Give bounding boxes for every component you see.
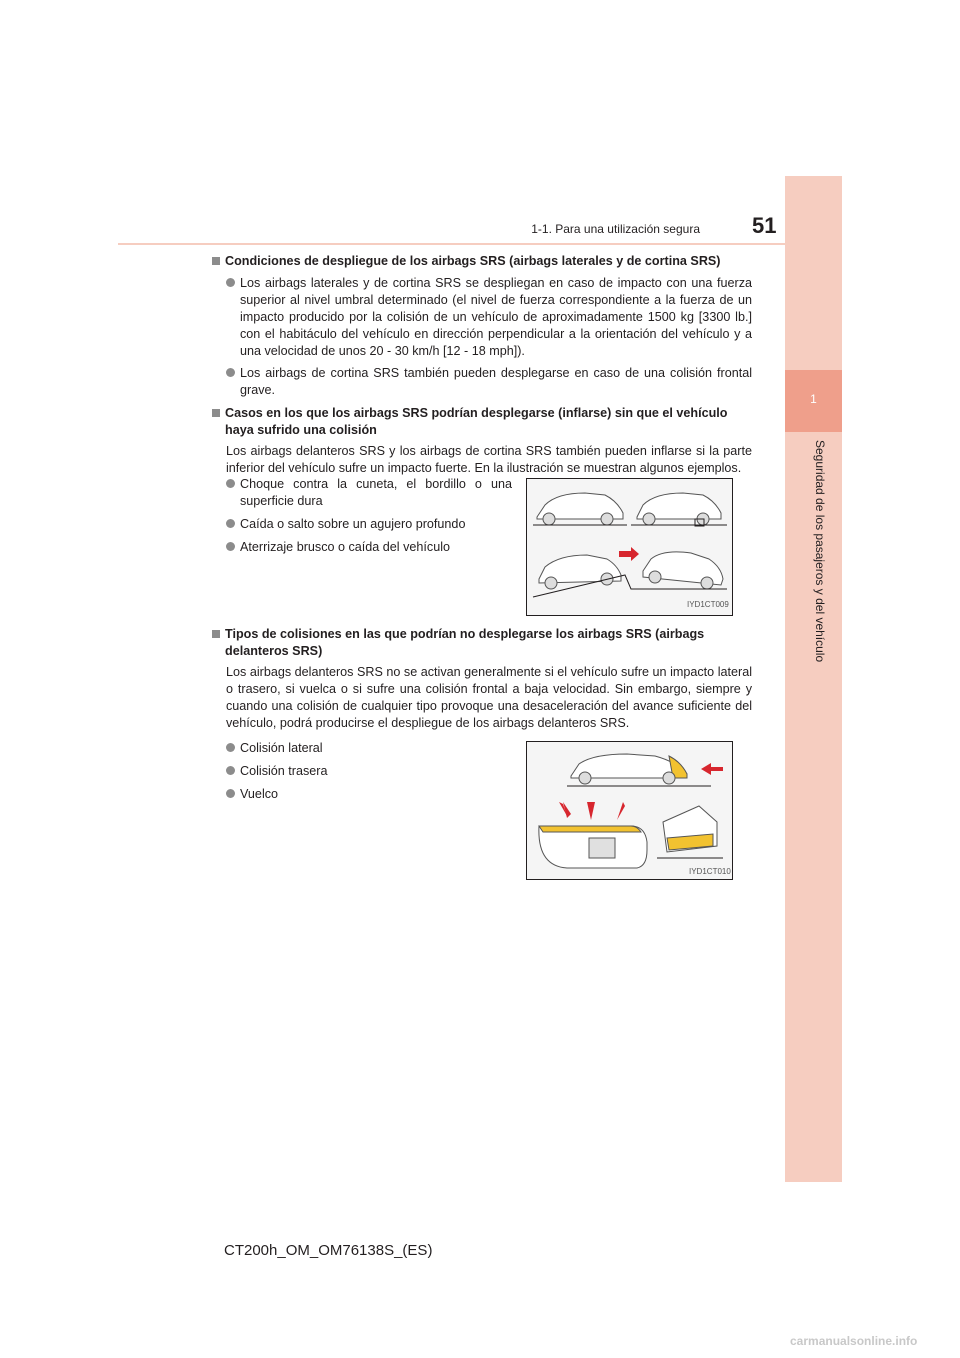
header-rule [118, 243, 842, 245]
red-arrow-icon [617, 802, 625, 820]
figure-undercarriage-impacts [526, 478, 733, 616]
section-heading: Casos en los que los airbags SRS podrían desplegarse (inflarse) sin que el vehículo haya sufrido una colisión [212, 405, 752, 439]
page-number: 51 [752, 213, 777, 238]
car-hole-impact [637, 493, 721, 525]
section-collision-types [212, 626, 752, 732]
chapter-title: Seguridad de los pasajeros y del vehículo [813, 440, 827, 663]
figure-collision-types [526, 741, 733, 880]
bullet-list [212, 734, 512, 803]
car-rear-collision [571, 754, 687, 784]
main-content [212, 253, 752, 477]
circle-bullet-icon [226, 278, 235, 287]
car-landing [539, 555, 621, 589]
circle-bullet-icon [226, 743, 235, 752]
car-rollover [663, 806, 717, 852]
bullet-item: Choque contra la cuneta, el bordillo o una superficie dura [226, 476, 512, 510]
circle-bullet-icon [226, 479, 235, 488]
circle-bullet-icon [226, 766, 235, 775]
bullet-item: Caída o salto sobre un agujero profundo [226, 516, 512, 533]
header-section: 1-1. Para una utilización segura [531, 222, 700, 236]
figure-code: IYD1CT010 [689, 867, 731, 876]
collision-illustration [527, 742, 732, 879]
square-bullet-icon [212, 257, 220, 265]
circle-bullet-icon [226, 542, 235, 551]
car-top-view [539, 826, 647, 868]
circle-bullet-icon [226, 519, 235, 528]
circle-bullet-icon [226, 368, 235, 377]
car-curb-impact [537, 493, 623, 525]
chapter-number: 1 [810, 392, 817, 406]
paragraph: Los airbags delanteros SRS y los airbags de cortina SRS también pueden inflarse si la parte inferior del vehículo sufre un impacto fuerte. En la ilustración se muestran algunos ejemplos. [226, 444, 752, 475]
bullet-item: Colisión lateral [226, 740, 512, 757]
bullet-list [212, 470, 512, 556]
red-arrow-icon [619, 547, 639, 561]
document-code: CT200h_OM_OM76138S_(ES) [224, 1242, 433, 1259]
car-dropping [643, 552, 723, 589]
bullet-item: Aterrizaje brusco o caída del vehículo [226, 539, 512, 556]
square-bullet-icon [212, 630, 220, 638]
red-arrow-icon [587, 802, 595, 820]
figure-code: IYD1CT009 [687, 600, 729, 609]
car-impact-illustration [527, 479, 732, 615]
bullet-item: Los airbags de cortina SRS también pueden desplegarse en caso de una colisión frontal grave. [226, 365, 752, 399]
red-arrow-icon [701, 763, 723, 775]
circle-bullet-icon [226, 789, 235, 798]
paragraph: Los airbags delanteros SRS no se activan generalmente si el vehículo sufre un impacto lateral o trasero, si vuelca o si sufre una colisión frontal a baja velocidad. Sin embargo, siempre y cuando una colisión de cualquier tipo provoque una desaceleración del avance suficiente del vehículo, podrá producirse el despliegue de los airbags delanteros SRS. [226, 665, 752, 730]
bullet-item: Colisión trasera [226, 763, 512, 780]
bullet-item: Los airbags laterales y de cortina SRS se despliegan en caso de impacto con una fuerza superior al nivel umbral determinado (el nivel de fuerza correspondiente a la fuerza de un impacto producido por la colisión de un vehículo de aproximadamente 1500 kg [3300 lb.] con el habitáculo del vehículo en dirección perpendicular a la orientación del vehículo y a una velocidad de unos 20 - 30 km/h [12 - 18 mph]). [226, 275, 752, 360]
watermark: carmanualsonline.info [790, 1334, 918, 1348]
side-tab-band [785, 176, 842, 1182]
section-heading: Condiciones de despliegue de los airbags SRS (airbags laterales y de cortina SRS) [212, 253, 752, 270]
section-heading: Tipos de colisiones en las que podrían no desplegarse los airbags SRS (airbags delanteros SRS) [212, 626, 752, 660]
square-bullet-icon [212, 409, 220, 417]
bullet-item: Vuelco [226, 786, 512, 803]
